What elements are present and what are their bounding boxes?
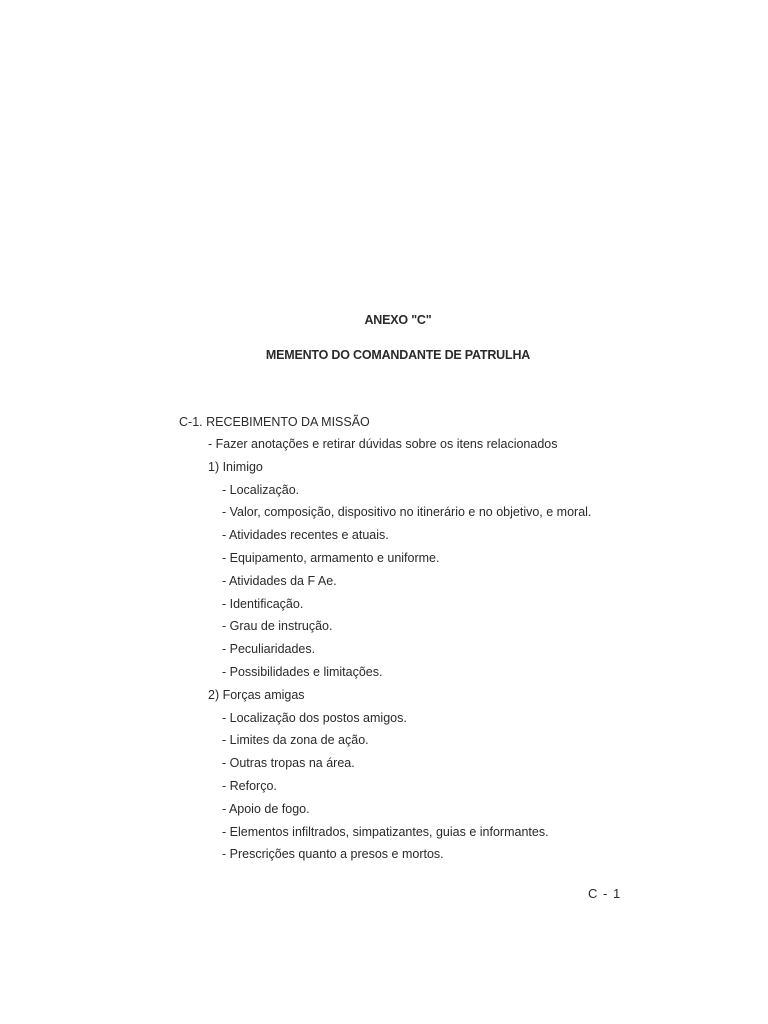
list-item: - Localização dos postos amigos. [222,710,407,725]
list-item: - Localização. [222,482,300,497]
annex-title: ANEXO "C" [364,313,432,327]
page-number: C - 1 [588,886,622,901]
list-item: - Apoio de fogo. [222,801,310,816]
list-item: - Atividades da F Ae. [222,573,337,588]
list-item: - Elementos infiltrados, simpatizantes, guias e informantes. [222,824,549,839]
document-subtitle: MEMENTO DO COMANDANTE DE PATRULHA [265,348,531,362]
subsection-heading-inimigo: 1) Inimigo [208,459,263,474]
subsection-heading-forcas-amigas: 2) Forças amigas [208,687,305,702]
list-item: - Limites da zona de ação. [222,733,369,748]
list-item: - Outras tropas na área. [222,756,355,771]
instruction-line: - Fazer anotações e retirar dúvidas sobre os itens relacionados [208,437,558,451]
list-item: - Identificação. [222,596,304,611]
list-item: - Grau de instrução. [222,619,333,634]
list-item: - Reforço. [222,778,277,793]
list-item: - Peculiaridades. [222,642,316,657]
list-item: - Atividades recentes e atuais. [222,528,389,543]
list-item: - Valor, composição, dispositivo no itinerário e no objetivo, e moral. [222,505,592,520]
list-item: - Prescrições quanto a presos e mortos. [222,847,444,862]
section-heading: C-1. RECEBIMENTO DA MISSÃO [179,415,370,429]
section-content [0,436,591,869]
list-item: - Possibilidades e limitações. [222,664,383,679]
list-item: - Equipamento, armamento e uniforme. [222,550,440,565]
